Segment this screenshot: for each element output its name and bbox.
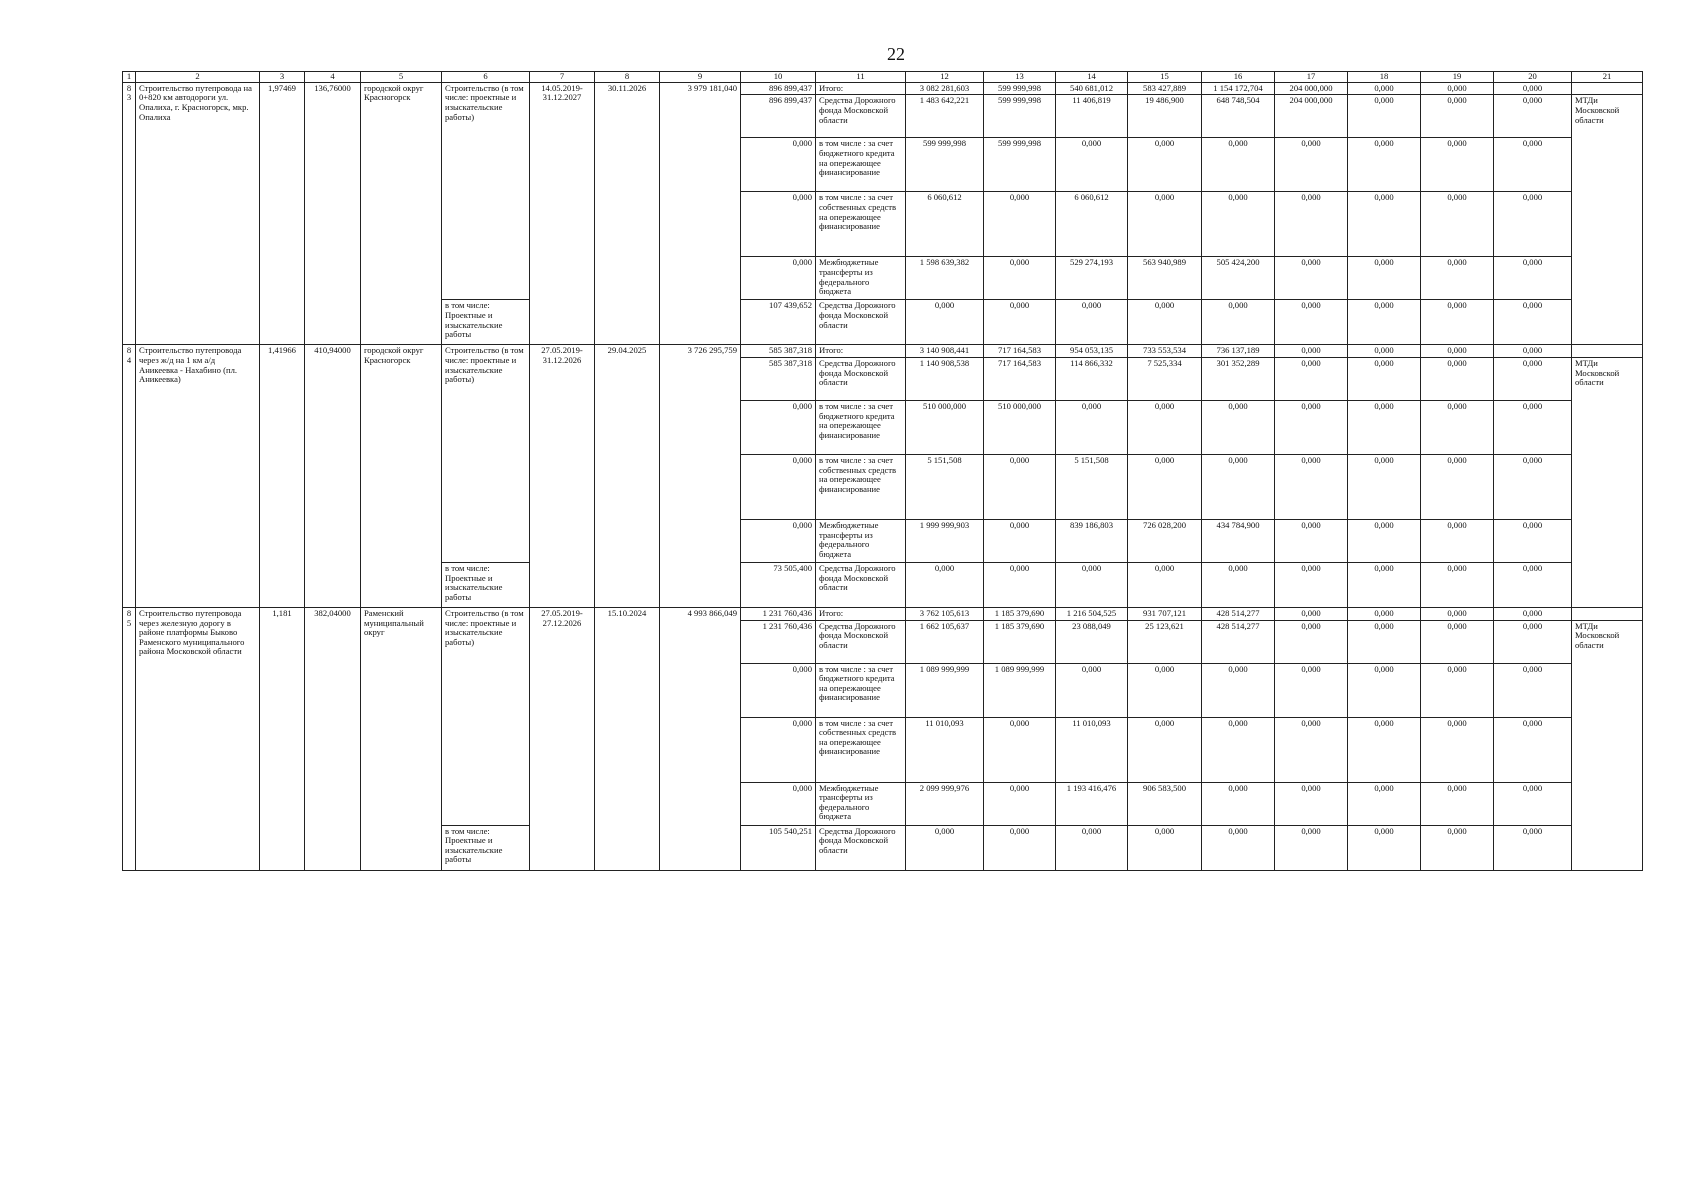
funding-amount: 0,000 xyxy=(1421,257,1494,300)
funding-amount: 0,000 xyxy=(1421,454,1494,519)
funding-amount: 0,000 xyxy=(1348,519,1421,562)
funding-amount: 3 082 281,603 xyxy=(906,82,984,95)
column-number: 18 xyxy=(1348,72,1421,83)
column-number: 17 xyxy=(1275,72,1348,83)
funding-amount: 0,000 xyxy=(1348,82,1421,95)
object-name: Строительство путепровода на 0+820 км автодороги ул. Опалиха, г. Красногорск, мкр. Опалиха xyxy=(136,82,260,345)
column-number: 11 xyxy=(816,72,906,83)
funding-amount: 0,000 xyxy=(906,300,984,345)
funding-amount: 0,000 xyxy=(1275,454,1348,519)
funding-amount: 0,000 xyxy=(1056,562,1128,607)
funding-amount: 0,000 xyxy=(984,192,1056,257)
column-index-row xyxy=(123,72,1643,83)
funded-before: 0,000 xyxy=(741,400,816,454)
object-number: 84 xyxy=(123,345,136,608)
funding-amount: 733 553,534 xyxy=(1128,345,1202,358)
funding-amount: 1 154 172,704 xyxy=(1202,82,1275,95)
funded-before: 1 231 760,436 xyxy=(741,607,816,620)
funding-amount: 0,000 xyxy=(1421,300,1494,345)
municipality: городской округ Красногорск xyxy=(361,345,442,608)
funding-amount: 0,000 xyxy=(984,825,1056,870)
funding-amount: 0,000 xyxy=(1494,620,1572,663)
funding-amount: 7 525,334 xyxy=(1128,357,1202,400)
funding-amount: 1 140 908,538 xyxy=(906,357,984,400)
funding-amount: 0,000 xyxy=(1494,562,1572,607)
funding-source: Средства Дорожного фонда Московской области xyxy=(816,357,906,400)
object-name: Строительство путепровода через железную дорогу в районе платформы Быково Раменского муниципального района Московской области xyxy=(136,607,260,870)
funding-amount: 0,000 xyxy=(1202,663,1275,717)
funding-amount: 0,000 xyxy=(1421,717,1494,782)
funding-amount: 0,000 xyxy=(984,257,1056,300)
object-area: 410,94000 xyxy=(305,345,361,608)
funding-amount: 0,000 xyxy=(1128,192,1202,257)
funding-amount: 25 123,621 xyxy=(1128,620,1202,663)
funding-amount: 0,000 xyxy=(1275,192,1348,257)
funding-amount: 510 000,000 xyxy=(906,400,984,454)
funded-before: 73 505,400 xyxy=(741,562,816,607)
funding-amount: 0,000 xyxy=(1348,782,1421,825)
funding-amount: 736 137,189 xyxy=(1202,345,1275,358)
funded-before: 0,000 xyxy=(741,138,816,192)
funded-before: 105 540,251 xyxy=(741,825,816,870)
funding-amount: 0,000 xyxy=(1421,357,1494,400)
funding-amount: 204 000,000 xyxy=(1275,95,1348,138)
funding-amount: 1 089 999,999 xyxy=(906,663,984,717)
object-area: 136,76000 xyxy=(305,82,361,345)
funding-amount: 0,000 xyxy=(1348,562,1421,607)
funded-before: 585 387,318 xyxy=(741,357,816,400)
funding-amount: 0,000 xyxy=(1128,663,1202,717)
funding-amount: 11 010,093 xyxy=(906,717,984,782)
funding-amount: 648 748,504 xyxy=(1202,95,1275,138)
funding-amount: 0,000 xyxy=(1421,663,1494,717)
funding-amount: 0,000 xyxy=(1421,782,1494,825)
funded-before: 585 387,318 xyxy=(741,345,816,358)
executor-blank xyxy=(1572,345,1643,358)
funding-amount: 0,000 xyxy=(1128,138,1202,192)
funding-amount: 0,000 xyxy=(1275,607,1348,620)
commission-date: 29.04.2025 xyxy=(595,345,660,608)
column-number: 14 xyxy=(1056,72,1128,83)
funding-amount: 0,000 xyxy=(1275,825,1348,870)
funding-amount: 301 352,289 xyxy=(1202,357,1275,400)
funded-before: 0,000 xyxy=(741,257,816,300)
funded-before: 0,000 xyxy=(741,519,816,562)
funding-amount: 839 186,803 xyxy=(1056,519,1128,562)
funding-amount: 1 185 379,690 xyxy=(984,620,1056,663)
funding-amount: 0,000 xyxy=(1494,95,1572,138)
funding-amount: 428 514,277 xyxy=(1202,607,1275,620)
funding-amount: 0,000 xyxy=(1348,345,1421,358)
column-number: 1 xyxy=(123,72,136,83)
funding-amount: 0,000 xyxy=(1202,782,1275,825)
funding-amount: 0,000 xyxy=(1056,300,1128,345)
commission-date: 15.10.2024 xyxy=(595,607,660,870)
funding-source: Межбюджетные трансферты из федерального бюджета xyxy=(816,257,906,300)
funding-amount: 0,000 xyxy=(1494,345,1572,358)
funding-amount: 0,000 xyxy=(1348,138,1421,192)
funding-amount: 583 427,889 xyxy=(1128,82,1202,95)
funding-amount: 0,000 xyxy=(1348,454,1421,519)
funding-amount: 0,000 xyxy=(1128,717,1202,782)
funded-before: 896 899,437 xyxy=(741,82,816,95)
funding-source: Итого: xyxy=(816,607,906,620)
funding-amount: 599 999,998 xyxy=(984,82,1056,95)
object-length: 1,97469 xyxy=(260,82,305,345)
object-length: 1,181 xyxy=(260,607,305,870)
funding-amount: 0,000 xyxy=(906,825,984,870)
funding-amount: 11 010,093 xyxy=(1056,717,1128,782)
funding-amount: 0,000 xyxy=(906,562,984,607)
funding-amount: 954 053,135 xyxy=(1056,345,1128,358)
funding-amount: 0,000 xyxy=(1275,345,1348,358)
funding-amount: 529 274,193 xyxy=(1056,257,1128,300)
funding-amount: 1 193 416,476 xyxy=(1056,782,1128,825)
funding-amount: 0,000 xyxy=(1128,825,1202,870)
object-area: 382,04000 xyxy=(305,607,361,870)
funding-amount: 6 060,612 xyxy=(1056,192,1128,257)
funded-before: 107 439,652 xyxy=(741,300,816,345)
funding-amount: 0,000 xyxy=(1056,400,1128,454)
funding-amount: 434 784,900 xyxy=(1202,519,1275,562)
funding-source: Средства Дорожного фонда Московской области xyxy=(816,562,906,607)
funding-amount: 0,000 xyxy=(1275,620,1348,663)
funding-amount: 717 164,583 xyxy=(984,357,1056,400)
funding-amount: 563 940,989 xyxy=(1128,257,1202,300)
funded-before: 1 231 760,436 xyxy=(741,620,816,663)
funding-amount: 0,000 xyxy=(1421,620,1494,663)
funding-amount: 0,000 xyxy=(1275,717,1348,782)
funding-amount: 0,000 xyxy=(1421,138,1494,192)
funding-amount: 0,000 xyxy=(984,300,1056,345)
funding-amount: 0,000 xyxy=(1421,562,1494,607)
funding-source: Межбюджетные трансферты из федерального бюджета xyxy=(816,782,906,825)
funding-amount: 0,000 xyxy=(1421,192,1494,257)
object-cost: 3 726 295,759 xyxy=(660,345,741,608)
funding-amount: 0,000 xyxy=(1348,717,1421,782)
funding-amount: 0,000 xyxy=(1275,782,1348,825)
funding-amount: 3 140 908,441 xyxy=(906,345,984,358)
funding-amount: 0,000 xyxy=(1275,663,1348,717)
funding-amount: 0,000 xyxy=(1421,95,1494,138)
funding-amount: 0,000 xyxy=(1128,300,1202,345)
funding-amount: 0,000 xyxy=(1494,192,1572,257)
funded-before: 0,000 xyxy=(741,192,816,257)
column-number: 10 xyxy=(741,72,816,83)
funded-before: 896 899,437 xyxy=(741,95,816,138)
funding-amount: 1 662 105,637 xyxy=(906,620,984,663)
funding-source: в том числе : за счет собственных средств на опережающее финансирование xyxy=(816,454,906,519)
funding-amount: 1 598 639,382 xyxy=(906,257,984,300)
funding-amount: 23 088,049 xyxy=(1056,620,1128,663)
funding-amount: 1 185 379,690 xyxy=(984,607,1056,620)
commission-date: 30.11.2026 xyxy=(595,82,660,345)
funding-source: в том числе : за счет собственных средств на опережающее финансирование xyxy=(816,717,906,782)
table-row xyxy=(123,345,1643,358)
funding-amount: 11 406,819 xyxy=(1056,95,1128,138)
funding-amount: 0,000 xyxy=(1494,138,1572,192)
funding-amount: 0,000 xyxy=(1202,138,1275,192)
funding-amount: 0,000 xyxy=(1494,825,1572,870)
funding-source: Средства Дорожного фонда Московской области xyxy=(816,300,906,345)
object-number: 83 xyxy=(123,82,136,345)
funding-amount: 0,000 xyxy=(1494,663,1572,717)
funding-amount: 0,000 xyxy=(1128,400,1202,454)
table-row xyxy=(123,607,1643,620)
funding-source: в том числе : за счет собственных средств на опережающее финансирование xyxy=(816,192,906,257)
column-number: 13 xyxy=(984,72,1056,83)
work-period: 14.05.2019-31.12.2027 xyxy=(530,82,595,345)
funding-amount: 0,000 xyxy=(1494,257,1572,300)
funding-amount: 0,000 xyxy=(1494,82,1572,95)
funding-amount: 0,000 xyxy=(1056,825,1128,870)
funding-amount: 0,000 xyxy=(1494,717,1572,782)
funding-amount: 0,000 xyxy=(1056,663,1128,717)
funding-amount: 0,000 xyxy=(1202,717,1275,782)
funding-source: Средства Дорожного фонда Московской области xyxy=(816,620,906,663)
funding-amount: 0,000 xyxy=(1348,257,1421,300)
table-row xyxy=(123,82,1643,95)
funding-amount: 0,000 xyxy=(1421,82,1494,95)
column-number: 5 xyxy=(361,72,442,83)
funding-amount: 931 707,121 xyxy=(1128,607,1202,620)
funding-amount: 0,000 xyxy=(1494,519,1572,562)
funding-amount: 1 999 999,903 xyxy=(906,519,984,562)
municipality: городской округ Красногорск xyxy=(361,82,442,345)
funding-amount: 510 000,000 xyxy=(984,400,1056,454)
object-number: 85 xyxy=(123,607,136,870)
funding-amount: 6 060,612 xyxy=(906,192,984,257)
page-number: 22 xyxy=(887,44,905,64)
funding-amount: 1 483 642,221 xyxy=(906,95,984,138)
funded-before: 0,000 xyxy=(741,454,816,519)
funding-amount: 0,000 xyxy=(1275,562,1348,607)
funding-amount: 0,000 xyxy=(1494,782,1572,825)
funding-amount: 5 151,508 xyxy=(1056,454,1128,519)
funding-amount: 0,000 xyxy=(1421,400,1494,454)
column-number: 19 xyxy=(1421,72,1494,83)
work-type: Строительство (в том числе: проектные и изыскательские работы) xyxy=(442,82,530,300)
executor: МТДи Московской области xyxy=(1572,95,1643,345)
object-cost: 4 993 866,049 xyxy=(660,607,741,870)
funded-before: 0,000 xyxy=(741,663,816,717)
work-period: 27.05.2019-31.12.2026 xyxy=(530,345,595,608)
column-number: 15 xyxy=(1128,72,1202,83)
funding-amount: 0,000 xyxy=(1202,454,1275,519)
funding-amount: 0,000 xyxy=(1494,357,1572,400)
work-type-sub: в том числе: Проектные и изыскательские работы xyxy=(442,300,530,345)
funding-amount: 0,000 xyxy=(1494,607,1572,620)
funding-amount: 0,000 xyxy=(1275,300,1348,345)
funding-amount: 0,000 xyxy=(1275,519,1348,562)
funding-amount: 0,000 xyxy=(1494,400,1572,454)
funding-amount: 726 028,200 xyxy=(1128,519,1202,562)
funding-amount: 0,000 xyxy=(1275,138,1348,192)
funding-amount: 19 486,900 xyxy=(1128,95,1202,138)
funding-amount: 599 999,998 xyxy=(984,138,1056,192)
funding-amount: 0,000 xyxy=(1421,519,1494,562)
funding-amount: 428 514,277 xyxy=(1202,620,1275,663)
funding-amount: 0,000 xyxy=(1275,357,1348,400)
funding-amount: 599 999,998 xyxy=(984,95,1056,138)
funding-amount: 0,000 xyxy=(1128,562,1202,607)
funding-amount: 0,000 xyxy=(984,519,1056,562)
funding-amount: 0,000 xyxy=(1202,562,1275,607)
funding-amount: 0,000 xyxy=(1421,345,1494,358)
funding-amount: 0,000 xyxy=(1494,300,1572,345)
funding-amount: 0,000 xyxy=(1348,357,1421,400)
funding-amount: 505 424,200 xyxy=(1202,257,1275,300)
column-number: 8 xyxy=(595,72,660,83)
funding-amount: 1 216 504,525 xyxy=(1056,607,1128,620)
funding-amount: 0,000 xyxy=(1202,300,1275,345)
work-type: Строительство (в том числе: проектные и изыскательские работы) xyxy=(442,607,530,825)
funding-amount: 0,000 xyxy=(1348,192,1421,257)
funding-amount: 0,000 xyxy=(1202,192,1275,257)
funding-amount: 2 099 999,976 xyxy=(906,782,984,825)
work-type-sub: в том числе: Проектные и изыскательские работы xyxy=(442,562,530,607)
financing-table xyxy=(122,71,1643,871)
funding-amount: 0,000 xyxy=(1275,400,1348,454)
column-number: 7 xyxy=(530,72,595,83)
funding-amount: 0,000 xyxy=(1421,825,1494,870)
funding-source: Итого: xyxy=(816,82,906,95)
funding-source: в том числе : за счет бюджетного кредита на опережающее финансирование xyxy=(816,400,906,454)
funding-amount: 540 681,012 xyxy=(1056,82,1128,95)
funding-amount: 599 999,998 xyxy=(906,138,984,192)
funding-source: Средства Дорожного фонда Московской области xyxy=(816,825,906,870)
object-length: 1,41966 xyxy=(260,345,305,608)
funded-before: 0,000 xyxy=(741,717,816,782)
funding-amount: 0,000 xyxy=(1128,454,1202,519)
executor: МТДи Московской области xyxy=(1572,357,1643,607)
funding-amount: 3 762 105,613 xyxy=(906,607,984,620)
funding-amount: 0,000 xyxy=(1348,95,1421,138)
work-type: Строительство (в том числе: проектные и изыскательские работы) xyxy=(442,345,530,563)
column-number: 16 xyxy=(1202,72,1275,83)
object-name: Строительство путепровода через ж/д на 1 км а/д Аникеевка - Нахабино (пл. Аникеевка) xyxy=(136,345,260,608)
funding-amount: 0,000 xyxy=(1202,400,1275,454)
funding-source: Межбюджетные трансферты из федерального бюджета xyxy=(816,519,906,562)
funding-amount: 0,000 xyxy=(1348,607,1421,620)
funding-amount: 0,000 xyxy=(1202,825,1275,870)
funding-amount: 1 089 999,999 xyxy=(984,663,1056,717)
funding-amount: 717 164,583 xyxy=(984,345,1056,358)
funding-amount: 906 583,500 xyxy=(1128,782,1202,825)
funding-amount: 0,000 xyxy=(984,782,1056,825)
column-number: 12 xyxy=(906,72,984,83)
funding-amount: 0,000 xyxy=(1348,663,1421,717)
funding-amount: 0,000 xyxy=(1421,607,1494,620)
funding-amount: 5 151,508 xyxy=(906,454,984,519)
funding-amount: 0,000 xyxy=(1348,400,1421,454)
column-number: 21 xyxy=(1572,72,1643,83)
funding-amount: 0,000 xyxy=(1348,300,1421,345)
funding-amount: 0,000 xyxy=(1275,257,1348,300)
object-cost: 3 979 181,040 xyxy=(660,82,741,345)
funding-amount: 204 000,000 xyxy=(1275,82,1348,95)
executor: МТДи Московской области xyxy=(1572,620,1643,870)
funding-amount: 0,000 xyxy=(1494,454,1572,519)
column-number: 4 xyxy=(305,72,361,83)
column-number: 20 xyxy=(1494,72,1572,83)
executor-blank xyxy=(1572,607,1643,620)
funding-amount: 0,000 xyxy=(1348,825,1421,870)
funding-amount: 0,000 xyxy=(984,562,1056,607)
municipality: Раменский муниципальный округ xyxy=(361,607,442,870)
column-number: 6 xyxy=(442,72,530,83)
funding-amount: 0,000 xyxy=(984,454,1056,519)
funding-amount: 114 866,332 xyxy=(1056,357,1128,400)
work-period: 27.05.2019-27.12.2026 xyxy=(530,607,595,870)
funding-source: в том числе : за счет бюджетного кредита на опережающее финансирование xyxy=(816,138,906,192)
funding-amount: 0,000 xyxy=(1056,138,1128,192)
funded-before: 0,000 xyxy=(741,782,816,825)
funding-amount: 0,000 xyxy=(984,717,1056,782)
column-number: 9 xyxy=(660,72,741,83)
funding-source: в том числе : за счет бюджетного кредита на опережающее финансирование xyxy=(816,663,906,717)
funding-amount: 0,000 xyxy=(1348,620,1421,663)
work-type-sub: в том числе: Проектные и изыскательские работы xyxy=(442,825,530,870)
column-number: 3 xyxy=(260,72,305,83)
column-number: 2 xyxy=(136,72,260,83)
funding-source: Средства Дорожного фонда Московской области xyxy=(816,95,906,138)
executor-blank xyxy=(1572,82,1643,95)
funding-source: Итого: xyxy=(816,345,906,358)
